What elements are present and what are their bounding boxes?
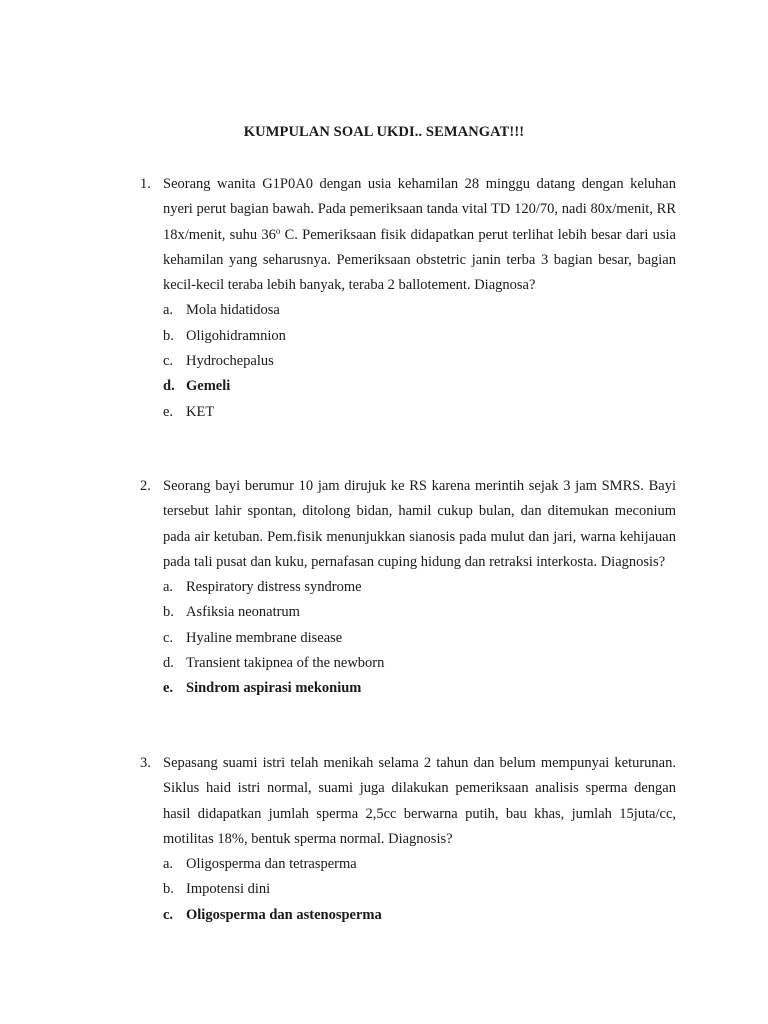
option-b: b. Impotensi dini — [163, 881, 271, 898]
answer-options — [163, 852, 676, 928]
question-3 — [140, 751, 676, 928]
option-c: c. Hyaline membrane disease — [163, 629, 343, 646]
option-c: c. Hydrochepalus — [163, 353, 274, 370]
option-e: e. KET — [163, 403, 215, 420]
option-a: a. Respiratory distress syndrome — [163, 579, 362, 596]
option-c-correct: c. Oligosperma dan astenosperma — [163, 906, 382, 923]
question-number: 3. — [140, 755, 151, 771]
document-title: KUMPULAN SOAL UKDI.. SEMANGAT!!! — [243, 124, 525, 140]
question-text: Seorang wanita G1P0A0 dengan usia kehamilan 28 minggu datang dengan keluhan nyeri perut bagian bawah. Pada pemeriksaan tanda vital TD 120/70, nadi 80x/menit, RR 18x/menit, suhu 36$^o$ C. Pemeriksaan fisik didapatkan perut terlihat lebih besar dari usia kehamilan yang seharusnya. Pemeriksaan obstetric janin terba 3 bagian besar, bagian kecil-kecil teraba lebih banyak, teraba 2 ballotement. Diagnosa? — [163, 176, 676, 294]
option-d: d. Transient takipnea of the newborn — [163, 655, 385, 672]
degree-superscript: o — [275, 225, 281, 236]
option-d-correct: d. Gemeli — [163, 378, 231, 395]
question-text: Sepasang suami istri telah menikah selama 2 tahun dan belum mempunyai keturunan. Siklus haid istri normal, suami juga dilakukan pemeriksaan analisis sperma dengan hasil didapatkan jumlah sperma 2,5cc berwarna putih, bau khas, jumlah 15juta/cc, motilitas 18%, bentuk sperma normal. Diagnosis? — [163, 755, 676, 847]
option-b: b. Oligohidramnion — [163, 327, 286, 344]
option-b: b. Asfiksia neonatrum — [163, 604, 300, 621]
question-number: 1. — [140, 176, 151, 192]
option-a: a. Oligosperma dan tetrasperma — [163, 856, 357, 873]
answer-options — [163, 575, 676, 701]
option-a: a. Mola hidatidosa — [163, 302, 280, 319]
option-e-correct: e. Sindrom aspirasi mekonium — [163, 680, 362, 697]
answer-options — [163, 298, 676, 424]
question-number: 2. — [140, 478, 151, 494]
question-text: Seorang bayi berumur 10 jam dirujuk ke RS karena merintih sejak 3 jam SMRS. Bayi tersebut lahir spontan, ditolong bidan, hamil cukup bulan, dan ditemukan meconium pada air ketuban. Pem.fisik menunjukkan sianosis pada mulut dan jari, warna kehijauan pada tali pusat dan kuku, pernafasan cuping hidung dan retraksi interkosta. Diagnosis? — [163, 478, 676, 570]
question-1 — [140, 172, 676, 425]
question-2 — [140, 474, 676, 702]
